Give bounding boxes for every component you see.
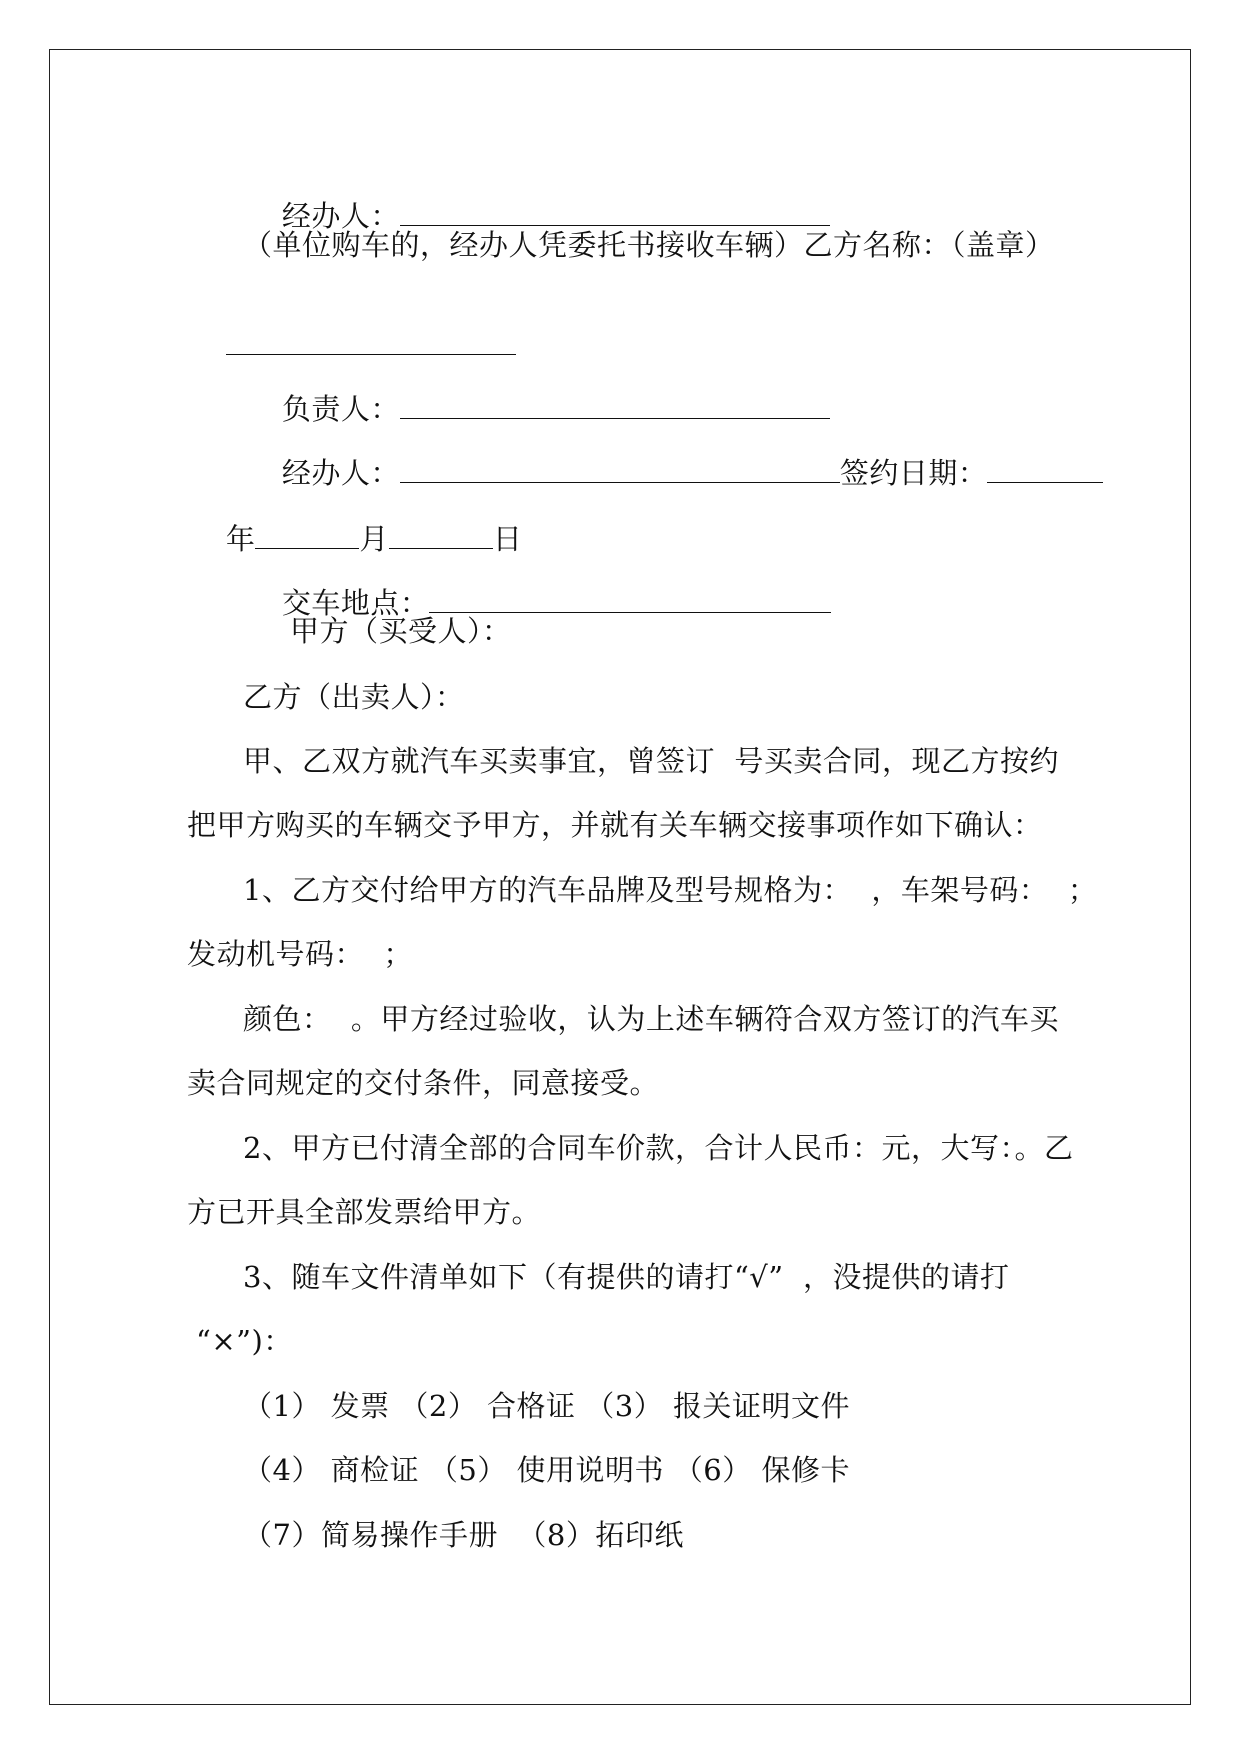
month-label: 月 [359, 522, 389, 556]
clause-1-line-3: 颜色： 。甲方经过验收，认为上述车辆符合双方签订的汽车买 [243, 1002, 1059, 1036]
party-b-name-blank[interactable] [226, 332, 516, 355]
document-list-row-1: （1） 发票 （2） 合格证 （3） 报关证明文件 [243, 1389, 850, 1423]
responsible-person-blank[interactable] [400, 396, 830, 419]
month-blank[interactable] [255, 526, 359, 549]
responsible-person-label: 负责人： [281, 392, 400, 426]
clause-3-line-2: “×”)： [196, 1324, 293, 1358]
handler-blank-2[interactable] [400, 460, 840, 483]
clause-2-line-2: 方已开具全部发票给甲方。 [187, 1195, 542, 1229]
sign-date-year-blank[interactable] [987, 460, 1103, 483]
clause-1-line-4: 卖合同规定的交付条件，同意接受。 [187, 1066, 660, 1100]
clause-3-line-1: 3、随车文件清单如下（有提供的请打“√” ，没提供的请打 [243, 1260, 1010, 1294]
paragraph-intro-1: 甲、乙双方就汽车买卖事宜，曾签订 号买卖合同，现乙方按约 [243, 744, 1059, 778]
handler-label-2: 经办人： [281, 456, 400, 490]
day-blank[interactable] [389, 526, 493, 549]
document-list-row-3: （7）简易操作手册 （8）拓印纸 [243, 1518, 684, 1552]
year-label: 年 [225, 522, 256, 556]
unit-purchase-note: （单位购车的，经办人凭委托书接收车辆）乙方名称：（盖章） [243, 228, 1055, 262]
clause-1-line-1: 1、乙方交付给甲方的汽车品牌及型号规格为： ，车架号码： ； [243, 873, 1098, 907]
day-label: 日 [492, 522, 523, 556]
document-list-row-2: （4） 商检证 （5） 使用说明书 （6） 保修卡 [243, 1453, 850, 1487]
paragraph-intro-2: 把甲方购买的车辆交予甲方，并就有关车辆交接事项作如下确认： [187, 808, 1043, 842]
delivery-location-blank[interactable] [429, 590, 831, 613]
handler-blank[interactable] [400, 203, 830, 226]
delivery-location-label: 交车地点： [281, 586, 430, 620]
clause-1-line-2: 发动机号码： ； [187, 937, 413, 971]
clause-2-line-1: 2、甲方已付清全部的合同车价款，合计人民币：元，大写：。乙 [243, 1131, 1074, 1165]
party-a-heading: 甲方（买受人）： [290, 614, 512, 648]
party-b-heading: 乙方（出卖人）： [243, 680, 465, 714]
sign-date-label: 签约日期： [839, 456, 988, 490]
handler-label: 经办人： [281, 199, 400, 233]
